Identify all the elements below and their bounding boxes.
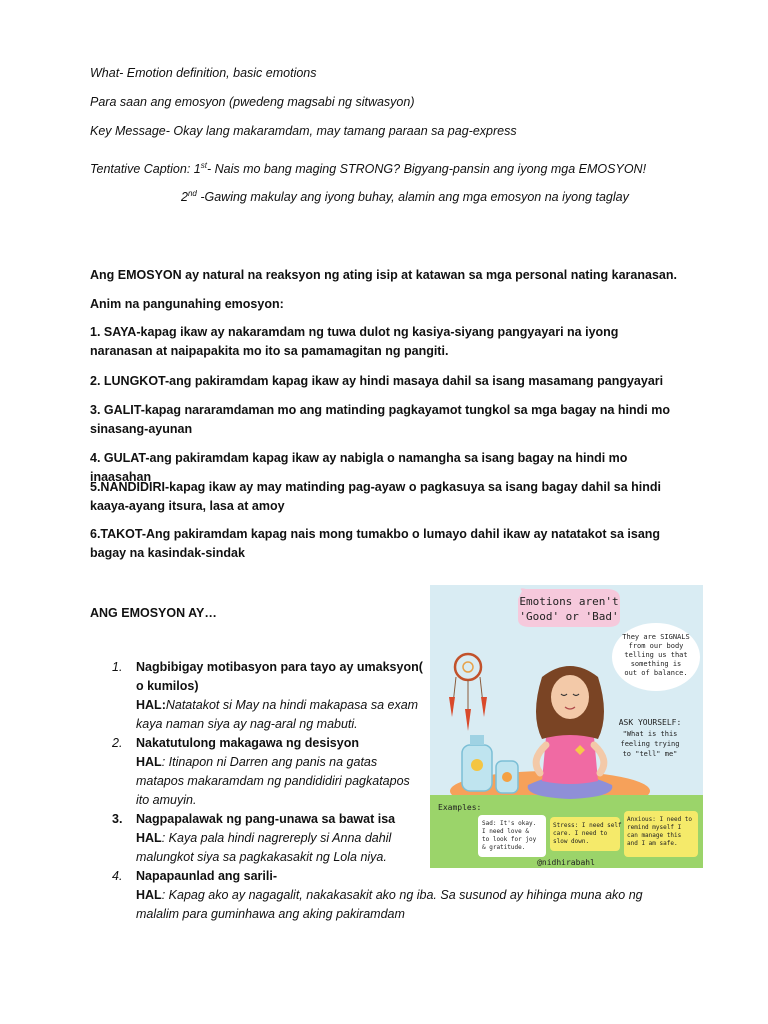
emotion-item-lungkot: 2. LUNGKOT-ang pakiramdam kapag ikaw ay hindi masaya dahil sa isang masamang pangyayari (90, 374, 664, 388)
jar-left-lid (470, 735, 484, 745)
key-message-line: Key Message- Okay lang makaramdam, may tamang paraan sa pag-express (90, 124, 517, 138)
benefit-item (90, 734, 426, 810)
hal-example: : Kapag ako ay nagagalit, nakakasakit ako ng iba. Sa susunod ay hihinga muna ako ng malalim para guminhawa ang aking pakiramdam (136, 888, 643, 921)
girl-face (551, 675, 589, 719)
sad-line: to look for joy (482, 836, 537, 843)
jar-right-light (502, 772, 512, 782)
signals-line: telling us that (624, 651, 688, 659)
benefit-number: 3. (112, 812, 123, 826)
examples-label: Examples: (438, 803, 482, 812)
illustration-svg (430, 585, 703, 868)
caption2-sup: nd (187, 188, 197, 198)
ask-line: to "tell" me" (622, 750, 678, 758)
stress-line: Stress: I need self (553, 822, 622, 829)
caption2-rest: -Gawing makulay ang iyong buhay, alamin ang mga emosyon na iyong taglay (196, 190, 629, 204)
benefit-number: 4. (112, 869, 123, 883)
stress-line: care. I need to (553, 830, 608, 837)
emotion-item-galit: 3. GALIT-kapag nararamdaman mo ang matinding pagkayamot tungkol sa mga bagay na hindi mo sinasang-ayunan (90, 403, 670, 436)
emotion-item-gulat: 4. GULAT-ang pakiramdam kapag ikaw ay nabigla o namangha sa isang bagay na hindi mo inaasahan (90, 451, 628, 484)
anxious-line: can manage this (627, 832, 682, 839)
emotions-illustration (430, 585, 703, 868)
title-line-2: 'Good' or 'Bad' (519, 610, 619, 623)
benefit-item (90, 810, 426, 867)
anxious-line: Anxious: I need to (627, 816, 693, 823)
ask-line: "What is this (622, 730, 678, 738)
stress-line: slow down. (553, 838, 590, 845)
caption-second (181, 188, 629, 207)
hal-example: : Itinapon ni Darren ang panis na gatas matapos makaramdam ng pandididiri pagkatapos ito amuyin. (136, 755, 410, 807)
hal-label: HAL: (136, 698, 166, 712)
signals-line: from our body (628, 642, 684, 650)
emotion-item-nandidiri: 5.NANDIDIRI-kapag ikaw ay may matinding pag-ayaw o pagkasuya sa isang bagay dahil sa hindi kaaya-ayang itsura, lasa at amoy (90, 480, 662, 513)
benefit-title: Napapaunlad ang sarili- (136, 869, 278, 883)
girl-shirt (542, 732, 598, 784)
hal-label: HAL (136, 831, 162, 845)
benefit-title: Nakatutulong makagawa ng desisyon (136, 736, 359, 750)
caption1-sup: st (200, 160, 207, 170)
caption-first (90, 160, 646, 179)
caption2-prefix: 2 (181, 190, 188, 204)
signals-line: out of balance. (624, 669, 688, 677)
artist-handle: @nidhirabahl (537, 858, 595, 867)
hal-example: Natatakot si May na hindi makapasa sa exam kaya naman siya ay nag-aral ng mabuti. (136, 698, 419, 731)
sad-line: Sad: It's okay. (482, 820, 537, 827)
hal-label: HAL (136, 888, 162, 902)
benefit-number: 1. (112, 660, 123, 674)
benefit-item (90, 867, 666, 924)
hal-label: HAL (136, 755, 162, 769)
what-line: What- Emotion definition, basic emotions (90, 66, 317, 80)
jar-left-light (471, 759, 483, 771)
benefit-number: 2. (112, 736, 123, 750)
benefit-title: Nagpapalawak ng pang-unawa sa bawat isa (136, 812, 396, 826)
signals-line: something is (630, 660, 682, 668)
anxious-line: and I am safe. (627, 840, 678, 847)
section-title: ANG EMOSYON AY… (90, 606, 217, 620)
emotion-item-saya: 1. SAYA-kapag ikaw ay nakaramdam ng tuwa dulot ng kasiya-siyang pangyayari na iyong naranasan at naipapakita mo ito sa pamamagitan ng pangiti. (90, 325, 619, 358)
signals-line: They are SIGNALS (622, 633, 690, 641)
six-emotions-heading: Anim na pangunahing emosyon: (90, 297, 284, 311)
benefit-item (90, 658, 426, 734)
ask-line: feeling trying (620, 740, 680, 748)
anxious-line: remind myself I (627, 824, 682, 831)
sad-line: & gratitude. (482, 844, 526, 851)
ask-line: ASK YOURSELF: (618, 718, 682, 727)
para-saan-line: Para saan ang emosyon (pwedeng magsabi ng sitwasyon) (90, 95, 415, 109)
benefit-title: Nagbibigay motibasyon para tayo ay umaksyon( o kumilos) (136, 660, 423, 693)
emotion-item-takot: 6.TAKOT-Ang pakiramdam kapag nais mong tumakbo o lumayo dahil ikaw ay natatakot sa isang bagay na kasindak-sindak (90, 527, 661, 560)
sad-line: I need love & (482, 828, 529, 835)
caption1-prefix: Tentative Caption: 1 (90, 162, 201, 176)
definition-line: Ang EMOSYON ay natural na reaksyon ng ating isip at katawan sa mga personal nating karanasan. (90, 268, 677, 282)
hal-example: : Kaya pala hindi nagrereply si Anna dahil malungkot siya sa pagkakasakit ng Lola niya. (136, 831, 392, 864)
title-line-1: Emotions aren't (519, 595, 619, 608)
caption1-rest: - Nais mo bang maging STRONG? Bigyang-pansin ang iyong mga EMOSYON! (206, 162, 647, 176)
